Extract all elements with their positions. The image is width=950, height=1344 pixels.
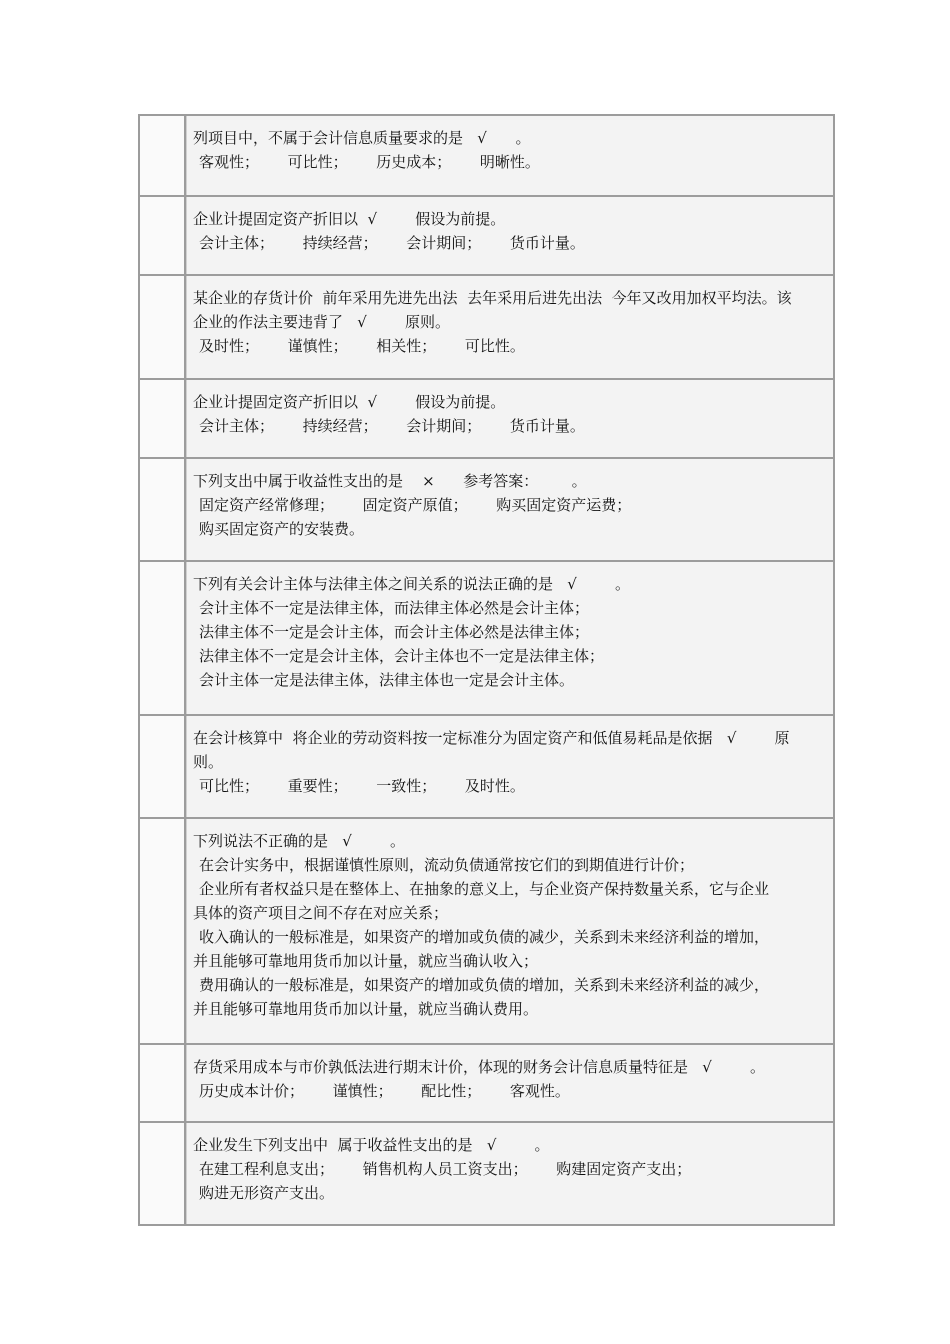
row-number-cell (140, 276, 186, 378)
question-row (140, 817, 833, 1043)
question-text: 企业计提固定资产折旧以 √ 假设为前提。 (193, 210, 506, 228)
question-cell (186, 380, 833, 457)
question-text: 下列说法不正确的是 √ 。 (193, 832, 406, 850)
question-text: 企业计提固定资产折旧以 √ 假设为前提。 (193, 393, 506, 411)
row-number-cell (140, 380, 186, 457)
row-number-cell (140, 197, 186, 274)
question-cell (186, 1045, 833, 1121)
question-row (140, 274, 833, 378)
question-table (138, 114, 835, 1226)
option-line: 会计主体； 持续经营； 会计期间； 货币计量。 (199, 234, 585, 252)
question-text: 列项目中，不属于会计信息质量要求的是 √ 。 (193, 129, 531, 147)
option-line: 在会计实务中，根据谨慎性原则，流动负债通常按它们的到期值进行计价； (199, 856, 695, 874)
option-line: 在建工程利息支出； 销售机构人员工资支出； 购建固定资产支出； (199, 1160, 692, 1178)
option-line-continued: 并且能够可靠地用货币加以计量，就应当确认费用。 (193, 1000, 539, 1018)
row-number-cell (140, 1045, 186, 1121)
row-number-cell (140, 459, 186, 560)
option-line: 会计主体不一定是法律主体，而法律主体必然是会计主体； (199, 599, 590, 617)
question-cell (186, 459, 833, 560)
question-cell (186, 819, 833, 1043)
option-line: 会计主体； 持续经营； 会计期间； 货币计量。 (199, 417, 585, 435)
option-line-continued: 并且能够可靠地用货币加以计量，就应当确认收入； (193, 952, 539, 970)
question-row (140, 195, 833, 274)
question-text: 存货采用成本与市价孰低法进行期末计价，体现的财务会计信息质量特征是 √ 。 (193, 1058, 766, 1076)
question-row (140, 116, 833, 195)
option-line: 购进无形资产支出。 (199, 1184, 335, 1202)
question-text: 则。 (193, 753, 224, 771)
option-line: 客观性； 可比性； 历史成本； 明晰性。 (199, 153, 540, 171)
question-row (140, 1043, 833, 1121)
option-line: 费用确认的一般标准是，如果资产的增加或负债的增加，关系到未来经济利益的减少， (199, 976, 770, 994)
question-cell (186, 1123, 833, 1224)
question-text: 企业发生下列支出中 属于收益性支出的是 √ 。 (193, 1136, 550, 1154)
question-row (140, 714, 833, 817)
question-cell (186, 197, 833, 274)
option-line: 企业所有者权益只是在整体上、在抽象的意义上，与企业资产保持数量关系，它与企业 (199, 880, 770, 898)
option-line: 收入确认的一般标准是，如果资产的增加或负债的减少，关系到未来经济利益的增加， (199, 928, 770, 946)
row-number-cell (140, 819, 186, 1043)
question-text: 某企业的存货计价 前年采用先进先出法 去年采用后进先出法 今年又改用加权平均法。该 (193, 289, 792, 307)
option-line: 购买固定资产的安装费。 (199, 520, 365, 538)
option-line-continued: 具体的资产项目之间不存在对应关系； (193, 904, 449, 922)
option-line: 法律主体不一定是会计主体，而会计主体必然是法律主体； (199, 623, 590, 641)
question-cell (186, 276, 833, 378)
row-number-cell (140, 1123, 186, 1224)
row-number-cell (140, 116, 186, 195)
question-row (140, 457, 833, 560)
question-cell (186, 562, 833, 714)
option-line: 及时性； 谨慎性； 相关性； 可比性。 (199, 337, 525, 355)
question-text: 下列支出中属于收益性支出的是 × 参考答案： 。 (193, 472, 587, 490)
question-cell (186, 116, 833, 195)
question-row (140, 378, 833, 457)
question-text: 企业的作法主要违背了 √ 原则。 (193, 313, 451, 331)
row-number-cell (140, 562, 186, 714)
question-cell (186, 716, 833, 817)
option-line: 会计主体一定是法律主体，法律主体也一定是会计主体。 (199, 671, 575, 689)
option-line: 固定资产经常修理； 固定资产原值； 购买固定资产运费； (199, 496, 632, 514)
question-row (140, 560, 833, 714)
question-row (140, 1121, 833, 1224)
option-line: 可比性； 重要性； 一致性； 及时性。 (199, 777, 525, 795)
row-number-cell (140, 716, 186, 817)
question-text: 在会计核算中 将企业的劳动资料按一定标准分为固定资产和低值易耗品是依据 √ 原 (193, 729, 790, 747)
question-text: 下列有关会计主体与法律主体之间关系的说法正确的是 √ 。 (193, 575, 631, 593)
option-line: 历史成本计价； 谨慎性； 配比性； 客观性。 (199, 1082, 570, 1100)
option-line: 法律主体不一定是会计主体，会计主体也不一定是法律主体； (199, 647, 605, 665)
